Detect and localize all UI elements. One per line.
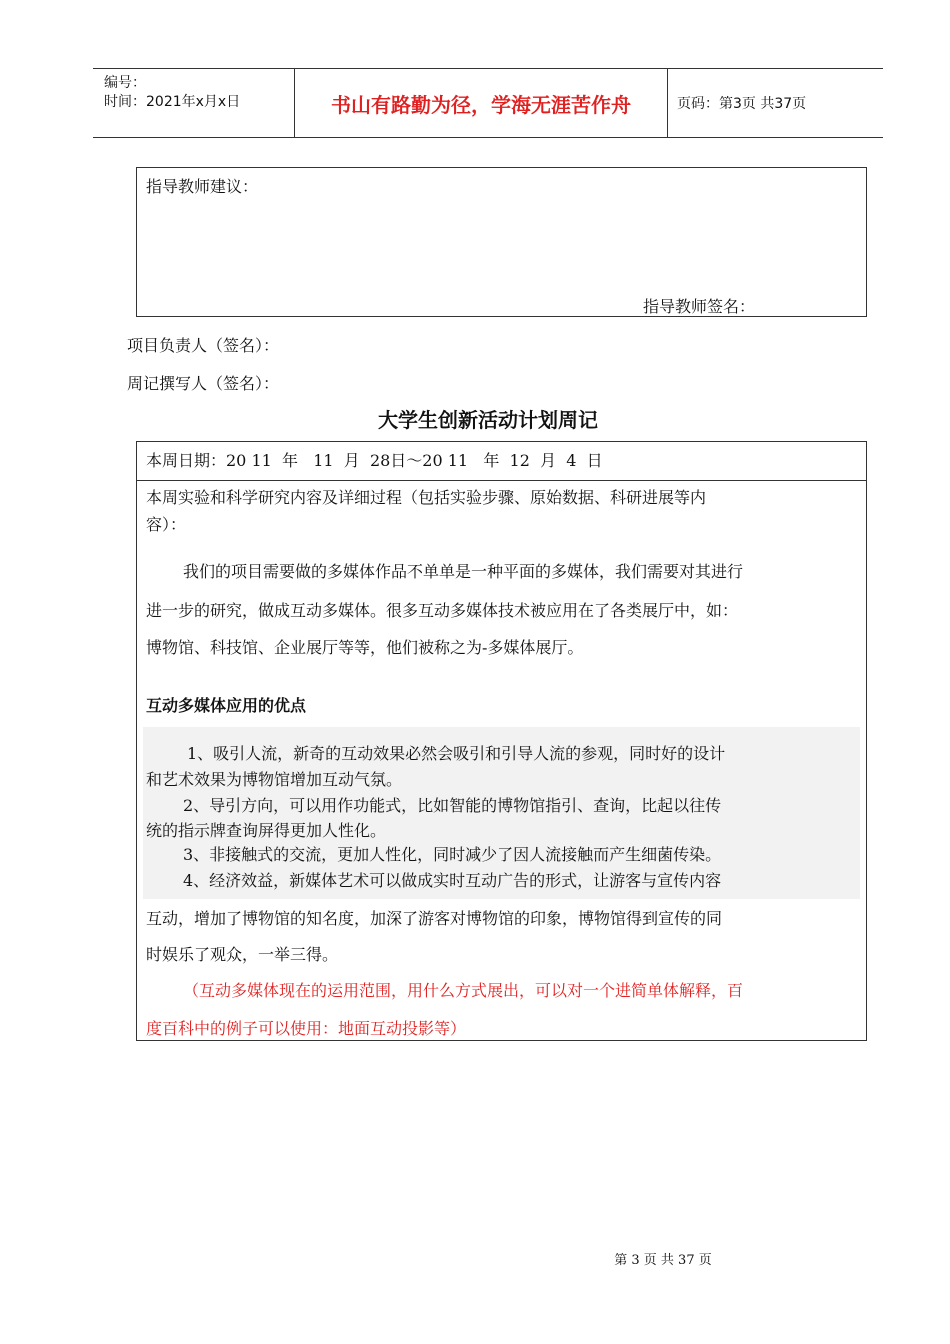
advisor-suggestion-label: 指导教师建议：: [146, 177, 259, 196]
advisor-suggestion-box: [136, 167, 867, 317]
point-line: 3、非接触式的交流，更加人性化，同时减少了因人流接触而产生细菌传染。: [183, 845, 722, 864]
page-footer: 第 3 页 共 37 页: [614, 1253, 712, 1268]
header-time-label: 时间：2021年x月x日: [104, 94, 241, 110]
date-row: [137, 442, 866, 481]
content-heading-line: 本周实验和科学研究内容及详细过程（包括实验步骤、原始数据、科研进展等内: [146, 488, 707, 507]
header-motto-cell: [295, 69, 668, 137]
note-line: （互动多媒体现在的运用范围，用什么方式展出，可以对一个进简单体解释，百: [183, 981, 744, 1000]
journal-table: [136, 441, 867, 1041]
journal-writer-signature: 周记撰写人（签名）：: [127, 374, 280, 393]
point-line: 2、导引方向，可以用作功能式，比如智能的博物馆指引、查询，比起以往传: [183, 796, 722, 815]
intro-line: 我们的项目需要做的多媒体作品不单单是一种平面的多媒体，我们需要对其进行: [183, 562, 744, 581]
header-page-cell: [668, 69, 883, 137]
week-date: 本周日期：20 11 年 11 月 28日～20 11 年 12 月 4 日: [146, 451, 603, 470]
intro-line: 博物馆、科技馆、企业展厅等等，他们被称之为-多媒体展厅。: [146, 638, 584, 657]
project-lead-signature: 项目负责人（签名）：: [127, 336, 280, 355]
page-header: [93, 68, 883, 138]
header-page-info: 页码：第3页 共37页: [677, 96, 807, 112]
header-number-label: 编号：: [104, 75, 146, 91]
content-heading-line: 容）：: [146, 515, 187, 534]
point-line: 和艺术效果为博物馆增加互动气氛。: [146, 770, 403, 789]
point-line: 4、经济效益，新媒体艺术可以做成实时互动广告的形式，让游客与宣传内容: [183, 871, 722, 890]
section-title: 互动多媒体应用的优点: [146, 696, 307, 715]
advisor-signature-label: 指导教师签名：: [643, 297, 756, 316]
intro-line: 进一步的研究，做成互动多媒体。很多互动多媒体技术被应用在了各类展厅中，如：: [146, 601, 739, 620]
header-motto: 书山有路勤为径，学海无涯苦作舟: [331, 92, 631, 117]
page-title: 大学生创新活动计划周记: [378, 408, 598, 432]
point-line: 1、吸引人流，新奇的互动效果必然会吸引和引导人流的参观，同时好的设计: [187, 744, 726, 763]
note-line: 度百科中的例子可以使用：地面互动投影等）: [146, 1019, 467, 1038]
point-line: 统的指示牌查询屏得更加人性化。: [146, 821, 387, 840]
point-line: 时娱乐了观众，一举三得。: [146, 945, 339, 964]
header-meta: [93, 69, 295, 137]
point-line: 互动，增加了博物馆的知名度，加深了游客对博物馆的印象，博物馆得到宣传的同: [146, 909, 723, 928]
